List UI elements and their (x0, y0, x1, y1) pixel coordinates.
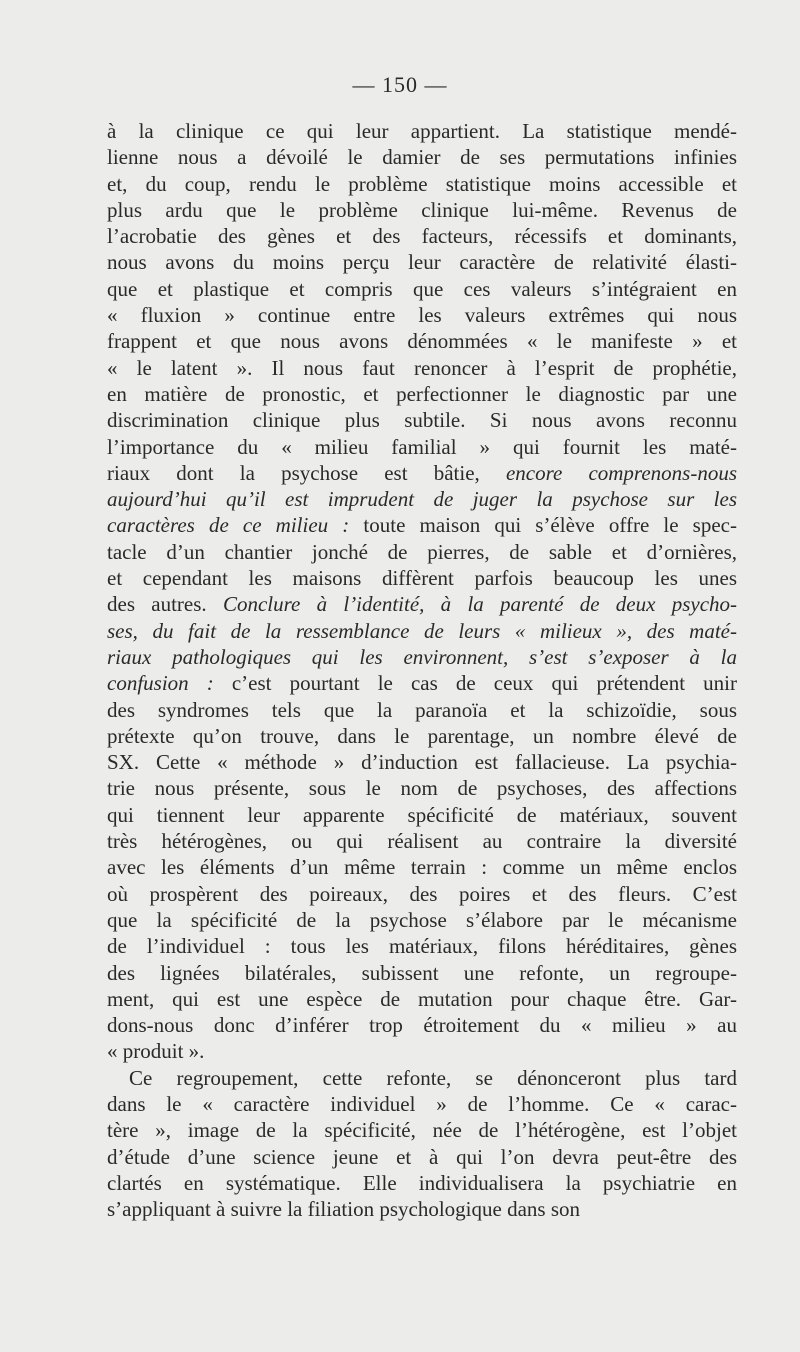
text-span: avec les éléments d’un même terrain : comme un même enclos (107, 855, 737, 880)
text-span: prétexte qu’on trouve, dans le parentage, un nombre élevé de (107, 723, 737, 748)
text-span: tacle d’un chantier jonché de pierres, de sable et d’ornières, (107, 539, 737, 564)
text-line (107, 986, 737, 1012)
text-line (107, 1091, 737, 1117)
text-line (107, 118, 737, 144)
text-line (107, 1065, 737, 1091)
text-line (107, 1196, 737, 1222)
text-line (107, 434, 737, 460)
italic-text: caractères de ce milieu : (107, 513, 350, 538)
text-span: lienne nous a dévoilé le damier de ses permutations infinies (107, 145, 737, 170)
text-span: riaux dont la psychose est bâtie, (107, 460, 506, 485)
text-span: SX. Cette « méthode » d’induction est fallacieuse. La psychia- (107, 750, 737, 775)
text-line (107, 1117, 737, 1143)
text-span: à la clinique ce qui leur appartient. La statistique mendé- (107, 119, 737, 143)
text-span: des autres. (107, 592, 223, 617)
text-line (107, 907, 737, 933)
text-span: que et plastique et compris que ces valeurs s’intégraient en (107, 276, 737, 301)
text-span: où prospèrent des poireaux, des poires et des fleurs. C’est (107, 881, 737, 906)
text-span: qui tiennent leur apparente spécificité de matériaux, souvent (107, 802, 737, 827)
text-span: frappent et que nous avons dénommées « le manifeste » et (107, 329, 737, 354)
text-span: dons-nous donc d’inférer trop étroitement du « milieu » au (107, 1013, 737, 1038)
text-span: toute maison qui s’élève offre le spec- (349, 513, 737, 538)
text-span: ment, qui est une espèce de mutation pour chaque être. Gar- (107, 986, 737, 1011)
text-line (107, 276, 737, 302)
text-line (107, 697, 737, 723)
text-span: plus ardu que le problème clinique lui-même. Revenus de (107, 197, 737, 222)
text-span: s’appliquant à suivre la filiation psychologique dans son (107, 1197, 580, 1222)
text-span: l’importance du « milieu familial » qui fournit les maté- (107, 434, 737, 459)
text-span: discrimination clinique plus subtile. Si nous avons reconnu (107, 408, 737, 433)
text-span: des lignées bilatérales, subissent une refonte, un regroupe- (107, 960, 737, 985)
text-line (107, 775, 737, 801)
text-line (107, 1038, 737, 1064)
italic-text: confusion : (107, 671, 214, 696)
text-line (107, 355, 737, 381)
text-line (107, 1144, 737, 1170)
text-span: trie nous présente, sous le nom de psychoses, des affections (107, 776, 737, 801)
text-line (107, 749, 737, 775)
text-span: des syndromes tels que la paranoïa et la schizoïdie, sous (107, 697, 737, 722)
text-line (107, 328, 737, 354)
text-line (107, 407, 737, 433)
text-line (107, 960, 737, 986)
text-line (107, 854, 737, 880)
text-line (107, 171, 737, 197)
italic-text: ses, du fait de la ressemblance de leurs « milieux », des maté- (107, 618, 737, 643)
text-line (107, 565, 737, 591)
text-line (107, 197, 737, 223)
text-line (107, 591, 737, 617)
text-line (107, 881, 737, 907)
text-line (107, 1012, 737, 1038)
text-span: d’étude d’une science jeune et à qui l’on devra peut-être des (107, 1144, 737, 1169)
text-line (107, 460, 737, 486)
text-line (107, 670, 737, 696)
text-span: c’est pourtant le cas de ceux qui prétendent unir (213, 671, 738, 696)
text-line (107, 1170, 737, 1196)
text-line (107, 723, 737, 749)
text-span: tère », image de la spécificité, née de l’hétérogène, est l’objet (107, 1118, 737, 1143)
text-line (107, 618, 737, 644)
text-line (107, 828, 737, 854)
text-span: et, du coup, rendu le problème statistique moins accessible et (107, 171, 737, 196)
page-number: — 150 — (352, 72, 448, 97)
italic-text: encore comprenons-nous (505, 460, 737, 485)
text-span: dans le « caractère individuel » de l’homme. Ce « carac- (107, 1091, 737, 1116)
text-span: et cependant les maisons diffèrent parfois beaucoup les unes (107, 566, 737, 591)
text-span: « le latent ». Il nous faut renoncer à l’esprit de prophétie, (107, 355, 737, 380)
text-span: clartés en systématique. Elle individualisera la psychiatrie en (107, 1170, 737, 1195)
text-line (107, 512, 737, 538)
body-text (107, 118, 737, 1222)
text-line (107, 302, 737, 328)
text-span: l’acrobatie des gènes et des facteurs, récessifs et dominants, (107, 224, 737, 249)
text-line (107, 802, 737, 828)
text-line (107, 486, 737, 512)
italic-text: Conclure à l’identité, à la parenté de deux psycho- (222, 592, 738, 617)
text-span: en matière de pronostic, et perfectionner le diagnostic par une (107, 381, 737, 406)
text-line (107, 381, 737, 407)
text-span: que la spécificité de la psychose s’élabore par le mécanisme (107, 907, 737, 932)
text-line (107, 223, 737, 249)
text-span: Ce regroupement, cette refonte, se dénonceront plus tard (129, 1065, 737, 1090)
italic-text: riaux pathologiques qui les environnent, s’est s’exposer à la (107, 644, 737, 669)
text-line (107, 249, 737, 275)
text-line (107, 539, 737, 565)
italic-text: aujourd’hui qu’il est imprudent de juger la psychose sur les (107, 487, 737, 512)
text-line (107, 644, 737, 670)
text-line (107, 933, 737, 959)
text-span: de l’individuel : tous les matériaux, filons héréditaires, gènes (107, 934, 737, 959)
text-span: « produit ». (107, 1039, 205, 1064)
text-span: « fluxion » continue entre les valeurs extrêmes qui nous (107, 303, 737, 328)
text-span: nous avons du moins perçu leur caractère de relativité élasti- (107, 250, 737, 275)
text-line (107, 144, 737, 170)
text-span: très hétérogènes, ou qui réalisent au contraire la diversité (107, 829, 737, 854)
